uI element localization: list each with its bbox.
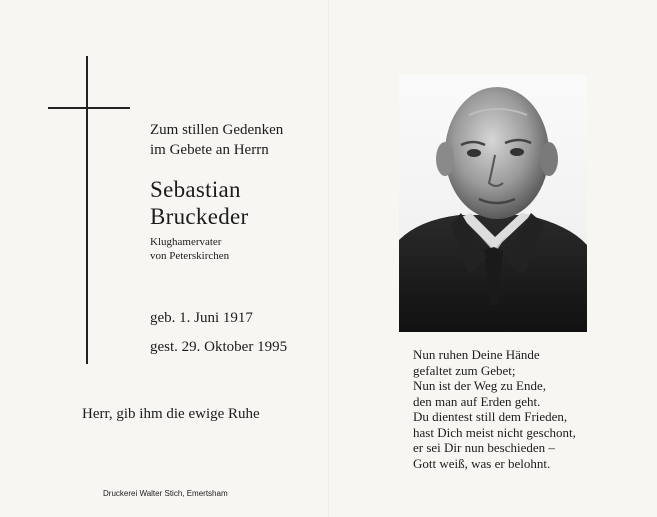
card-fold-line — [328, 0, 329, 517]
printer-credit: Druckerei Walter Stich, Emertsham — [103, 489, 228, 498]
occupation-line-2: von Peterskirchen — [150, 250, 230, 262]
poem-line: Nun ist der Weg zu Ende, — [413, 378, 547, 393]
poem-line: hast Dich meist nicht geschont, — [413, 424, 576, 440]
last-name: Bruckeder — [150, 204, 249, 229]
poem-line: er sei Dir nun beschieden – — [413, 440, 555, 455]
cross-icon-vertical — [86, 56, 88, 364]
poem-line: Du dientest still dem Frieden, — [413, 409, 568, 424]
poem-line: Nun ruhen Deine Hände — [413, 347, 540, 362]
death-date: gest. 29. Oktober 1995 — [150, 339, 288, 355]
cross-icon-horizontal — [48, 107, 130, 109]
intro-line-1: Zum stillen Gedenken — [150, 122, 284, 138]
birth-date: geb. 1. Juni 1917 — [150, 310, 253, 326]
intro-text — [150, 120, 283, 160]
poem-line: Gott weiß, was er belohnt. — [413, 455, 551, 471]
first-name: Sebastian — [150, 177, 241, 202]
deceased-name — [150, 176, 249, 230]
occupation-line-1: Klughamervater — [150, 236, 222, 248]
blessing-text: Herr, gib ihm die ewige Ruhe — [82, 406, 260, 422]
portrait-photo — [399, 75, 587, 332]
poem-line: den man auf Erden geht. — [413, 393, 541, 409]
occupation — [150, 235, 229, 263]
poem — [413, 347, 576, 471]
intro-line-2: im Gebete an Herrn — [150, 142, 269, 158]
portrait-image — [399, 75, 587, 332]
poem-line: gefaltet zum Gebet; — [413, 362, 516, 378]
